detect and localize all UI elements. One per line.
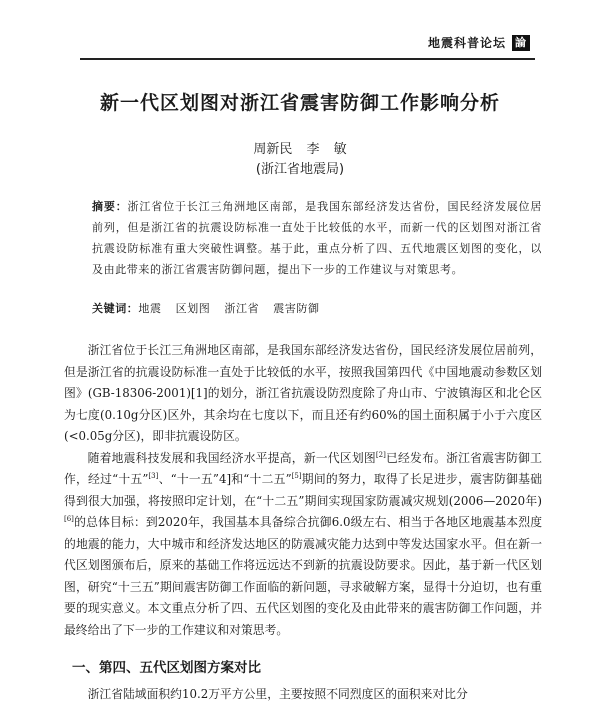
keyword: 浙江省 bbox=[224, 302, 260, 315]
citation: [5] bbox=[291, 472, 302, 481]
abstract bbox=[92, 196, 542, 280]
authors: 周新民 李 敏 bbox=[253, 142, 347, 157]
paragraph-2-text: 期间的努力，取得了长足进步，震害防御基础得到很大加强，将按照印定计划，在“十二五”期间实现国家防震减灾规划(2006—2020年) bbox=[64, 472, 543, 508]
keyword: 地震 bbox=[138, 302, 162, 315]
keyword: 区划图 bbox=[175, 302, 211, 315]
section-first-line: 浙江省陆域面积约10.2万平方公里，主要按照不同烈度区的面积来对比分 bbox=[87, 687, 468, 701]
citation: [2] bbox=[375, 450, 386, 459]
citation: [3] bbox=[148, 472, 159, 481]
running-head bbox=[428, 34, 530, 51]
paragraph-2-text: 已经发布。浙江省震害防御工作，经过“十五” bbox=[64, 450, 542, 486]
paragraph-1: 浙江省位于长江三角洲地区南部，是我国东部经济发达省份，国民经济发展位居前列，但是浙江省的抗震设防标准一直处于比较低的水平，按照我国第四代《中国地震动参数区划图》(GB-18306-2001)[1]的划分，浙江省抗震设防烈度除了舟山市、宁波镇海区和北仑区为七度(0.10g分区)区外，其余均在七度以下，而且还有约60%的国土面积属于小于六度区(<0.05g分区)，即非抗震设防区。 bbox=[64, 343, 542, 443]
keywords bbox=[92, 300, 542, 318]
abstract-text: 浙江省位于长江三角洲地区南部，是我国东部经济发达省份，国民经济发展位居前列，但是浙江省的抗震设防标准一直处于比较低的水平，而新一代的区划图对浙江省抗震设防标准有重大突破性调整。基于此，重点分析了四、五代地震区划图的变化，以及由此带来的浙江省震害防御问题，提出下一步的工作建议与对策思考。 bbox=[92, 200, 542, 276]
citation: [6] bbox=[64, 515, 74, 524]
paragraph-2-text: 的总体目标：到2020年，我国基本具备综合抗御6.0级左右、相当于各地区地震基本烈度的地震的能力，大中城市和经济发达地区的防震减灾能力达到中等发达国家水平。但在新一代区划图颁布后，原来的基础工作将远远达不到新的抗震设防要求。因此，基于新一代区划图，研究“十三五”期间震害防御工作面临的新问题，寻求破解方案，显得十分迫切，也有重要的现实意义。本文重点分析了四、五代区划图的变化及由此带来的震害防御工作问题，并最终给出了下一步的工作建议和对策思考。 bbox=[64, 515, 542, 637]
paragraph-2 bbox=[64, 448, 542, 642]
body-text bbox=[64, 340, 542, 641]
section-heading: 一、第四、五代区划图方案对比 bbox=[72, 660, 261, 676]
paragraph-2-text: 、“十一五”4]和“十二五” bbox=[158, 472, 292, 486]
affiliation: (浙江省地震局) bbox=[255, 162, 345, 177]
abstract-label: 摘要： bbox=[92, 200, 128, 213]
paragraph-2-text: 随着地震科技发展和我国经济水平提高，新一代区划图 bbox=[87, 450, 376, 465]
keywords-label: 关键词： bbox=[92, 302, 139, 315]
column-mark-icon: 論 bbox=[512, 35, 530, 51]
keyword: 震害防御 bbox=[273, 302, 320, 315]
paper-title: 新一代区划图对浙江省震害防御工作影响分析 bbox=[99, 92, 500, 114]
header-rule bbox=[80, 58, 535, 60]
running-title: 地震科普论坛 bbox=[427, 36, 506, 50]
